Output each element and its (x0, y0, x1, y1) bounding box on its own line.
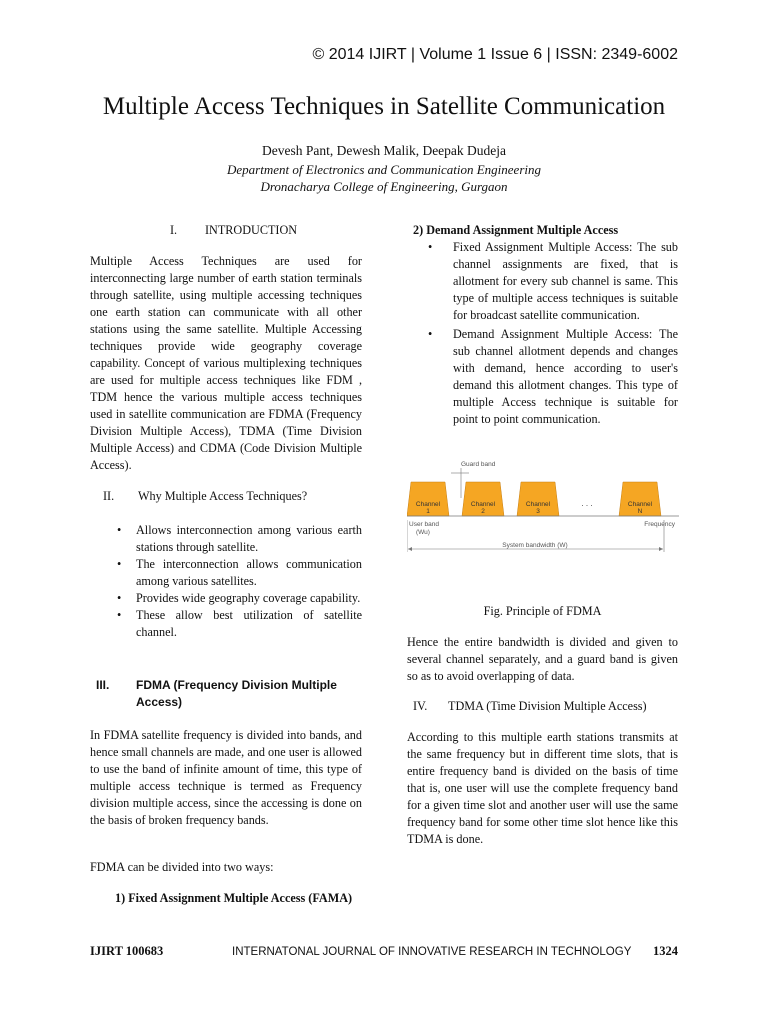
affiliation (0, 161, 768, 195)
paper-title: Multiple Access Techniques in Satellite Communication (102, 93, 666, 120)
guard-band-label: Guard band (461, 461, 496, 468)
channel-label: Channel (470, 501, 496, 508)
list-item: • Allows interconnection among various earth stations through satellite. (117, 523, 362, 554)
after-figure-paragraph: Hence the entire bandwidth is divided and given to several channel separately, and a guard band is given so as to avoid overlapping of data. (407, 635, 678, 683)
channel-number: N (637, 508, 643, 515)
list-item: • These allow best utilization of satellite channel. (117, 608, 362, 639)
department: Department of Electronics and Communication Engineering (227, 162, 541, 177)
footer-journal-name: INTERNATONAL JOURNAL OF INNOVATIVE RESEARCH IN TECHNOLOGY (232, 946, 632, 958)
channel-number: 3 (536, 508, 540, 515)
college: Dronacharya College of Engineering, Gurgaon (260, 179, 508, 194)
why-bullet-list (90, 522, 362, 641)
arrowhead-left (408, 547, 412, 551)
frequency-label: Frequency (644, 521, 675, 528)
fdma-ways: FDMA can be divided into two ways: (90, 860, 274, 874)
section-3-heading: III. FDMA (Frequency Division Multiple Access) (96, 678, 337, 709)
section-1-heading: I. INTRODUCTION (170, 223, 298, 237)
user-band-symbol: (Wu) (416, 529, 430, 536)
page-number: 1324 (653, 944, 678, 958)
channel-number: 2 (481, 508, 485, 515)
channel-label: Channel (525, 501, 551, 508)
fama-subheading: 1) Fixed Assignment Multiple Access (FAMA) (115, 891, 353, 905)
list-item: • Provides wide geography coverage capability. (117, 591, 361, 605)
journal-header: © 2014 IJIRT | Volume 1 Issue 6 | ISSN: 2349-6002 (312, 46, 678, 63)
dama-subheading: 2) Demand Assignment Multiple Access (413, 223, 619, 237)
channel-label: Channel (415, 501, 441, 508)
figure-caption: Fig. Principle of FDMA (483, 604, 602, 618)
intro-paragraph: Multiple Access Techniques are used for interconnecting large number of earth station terminals through satellite, using multiple accessing techniques one earth station can communicate with all other stations using the same satellite. Multiple Accessing techniques provide wide geography coverage capability. Concept of various multiplexing techniques are used for multiple access techniques like FDM , TDM hence the various multiple access techniques used in satellite communication are FDMA (Frequency Division Multiple Access), TDMA (Time Division Multiple Access) and CDMA (Code Division Multiple Access). (90, 254, 362, 472)
section-4-heading: IV. TDMA (Time Division Multiple Access) (413, 699, 647, 713)
channel-label: Channel (627, 501, 653, 508)
fdma-bullet-list (407, 239, 678, 428)
list-item: • The interconnection allows communication among various satellites. (117, 557, 362, 588)
fdma-diagram (407, 458, 679, 568)
system-bandwidth-label: System bandwidth (W) (502, 542, 568, 549)
footer-paper-id: IJIRT 100683 (90, 944, 164, 958)
arrowhead-right (659, 547, 663, 551)
fdma-paragraph: In FDMA satellite frequency is divided into bands, and hence small channels are made, and one user is allowed to use the band of infinite amount of time, this type of multiple access technique is termed as Frequency division multiple access, since the accessing is done on the basis of broken frequency bands. (90, 728, 362, 827)
paper-authors: Devesh Pant, Dewesh Malik, Deepak Dudeja (261, 143, 507, 158)
section-2-heading: II. Why Multiple Access Techniques? (103, 489, 308, 503)
tdma-paragraph: According to this multiple earth stations transmits at the same frequency but in different time slots, that is entire frequency band is divided on the basis of time that is, one user will use the complete frequency band for a given time slot and another user will use the same frequency band for some other time slot hence like this TDMA is done. (407, 730, 678, 846)
ellipsis: . . . (581, 499, 593, 508)
user-band-label: User band (409, 521, 439, 528)
list-item: • Fixed Assignment Multiple Access: The sub channel assignments are fixed, that is allotment for every sub channel is same. This type of multiple access techniques is suitable for broadcast satellite communication. (428, 240, 678, 322)
list-item: • Demand Assignment Multiple Access: The sub channel allotment depends and changes with demand, hence according to user's demand this allotment changes. This type of multiple Access technique is suitable for point to point communication. (428, 327, 678, 426)
channel-number: 1 (426, 508, 430, 515)
